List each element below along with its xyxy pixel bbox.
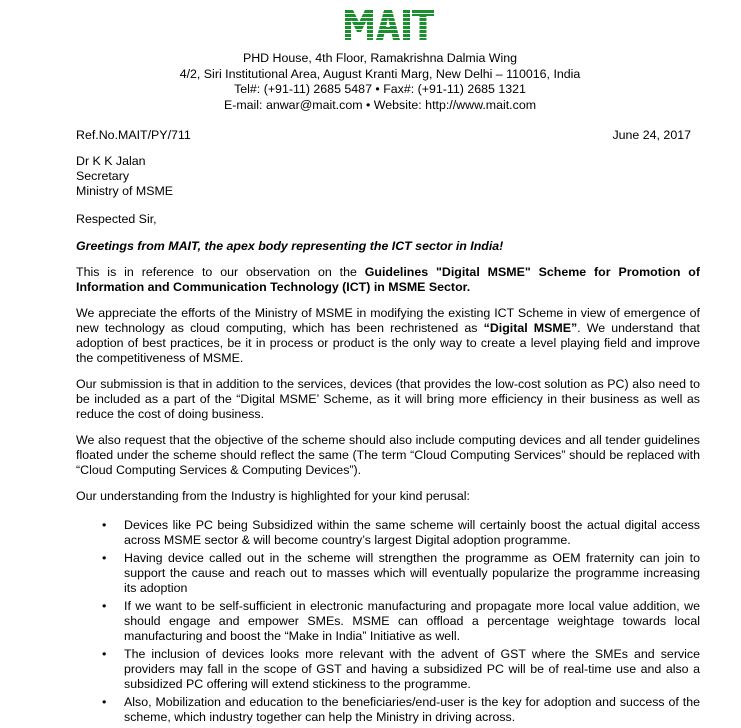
letterhead-address [160, 51, 600, 113]
paragraph-appreciation-text: We appreciate the efforts of the Ministry of MSME in modifying the existing ICT Scheme in view of emergence of new technology as cloud computing, which has been rechristened as [76, 306, 700, 335]
bullet-icon: • [102, 551, 107, 565]
paragraph-submission: Our submission is that in addition to the services, devices (that provides the low-cost solution as PC) also need to be included as a part of the “Digital MSME’ Scheme, as it will bring more efficiency in their business as well as reduce the cost of doing business. [76, 377, 700, 421]
paragraph-appreciation [76, 306, 700, 366]
scheme-title: Guidelines "Digital MSME" Scheme for Promotion of Information and Communication Technology (ICT) in MSME Sector. [76, 265, 701, 294]
paragraph-request: We also request that the objective of the scheme should also include computing devices and all tender guidelines floated under the scheme should reflect the same (The term “Cloud Computing Services” should be replaced with “Cloud Computing Services & Computing Devices”). [76, 433, 700, 477]
contact-email-website: E-mail: anwar@mait.com • Website: http://www.mait.com [223, 97, 537, 112]
list-item [76, 599, 700, 644]
paragraph-reference-text: This is in reference to our observation on the [76, 265, 365, 279]
greeting-line: Greetings from MAIT, the apex body representing the ICT sector in India! [76, 239, 504, 253]
recipient-organization: Ministry of MSME [76, 184, 174, 198]
list-item-text: Devices like PC being Subsidized within the same scheme will certainly boost the actual digital access across MSME sector & will become country’s largest Digital adoption programme. [124, 518, 700, 547]
bullet-icon: • [102, 518, 107, 532]
paragraph-understanding: Our understanding from the Industry is highlighted for your kind perusal: [76, 489, 470, 503]
bullet-icon: • [102, 599, 107, 613]
list-item-text: Having device called out in the scheme will strengthen the programme as OEM fraternity can join to support the cause and reach out to masses which will eventually popularize the programme increasing its adoption [124, 551, 700, 595]
list-item-text: Also, Mobilization and education to the beneficiaries/end-user is the key for adoption and success of the scheme, which industry together can help the Ministry in driving across. [124, 695, 700, 724]
paragraph-reference [76, 265, 700, 295]
paragraph-appreciation-text-2: . We understand that adoption of best practices, be it in process or product is the only way to create a level playing field and improve the competitiveness of MSME. [76, 321, 700, 365]
list-item-text: If we want to be self-sufficient in electronic manufacturing and propagate more local value addition, we should engage and empower SMEs. MSME can offload a percentage weightage towards local manufacturing and boost the “Make in India” Initiative as well. [124, 599, 700, 643]
letter-date: June 24, 2017 [612, 128, 691, 142]
list-item [76, 551, 700, 596]
list-item [76, 647, 700, 692]
recipient-name: Dr K K Jalan [76, 154, 146, 168]
recipient-block [76, 154, 173, 199]
recipient-title: Secretary [76, 169, 130, 183]
salutation: Respected Sir, [76, 212, 157, 226]
list-item-text: The inclusion of devices looks more relevant with the advent of GST where the SMEs and service providers may fall in the scope of GST and having a subsidized PC will be of real-time use and also a subsidized PC offering will extend stickiness to the programme. [124, 647, 700, 691]
contact-phone-fax: Tel#: (+91-11) 2685 5487 • Fax#: (+91-11) 2685 1321 [234, 82, 526, 96]
bullet-icon: • [102, 695, 107, 709]
mait-logo [343, 6, 435, 42]
digital-msme-term: “Digital MSME” [483, 321, 578, 335]
reference-number: Ref.No.MAIT/PY/711 [76, 128, 191, 142]
list-item [76, 518, 700, 548]
address-line-2: 4/2, Siri Institutional Area, August Kranti Marg, New Delhi – 110016, India [179, 66, 581, 81]
address-line-1: PHD House, 4th Floor, Ramakrishna Dalmia Wing [242, 51, 518, 65]
industry-points-list [76, 518, 700, 728]
list-item [76, 695, 700, 725]
bullet-icon: • [102, 647, 107, 661]
